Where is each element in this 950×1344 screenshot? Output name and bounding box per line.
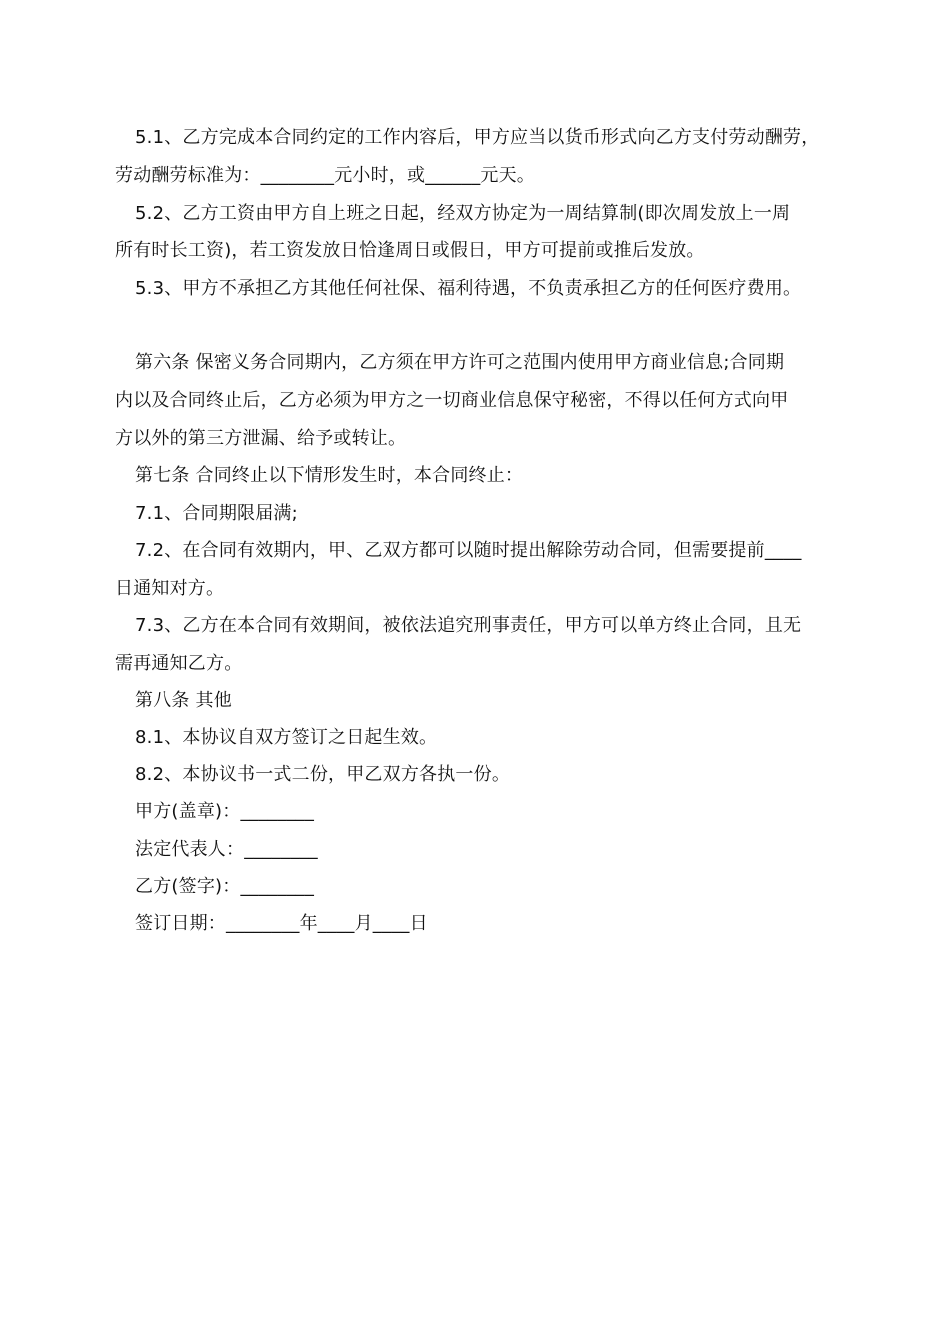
clause-5-1-line-2: 劳动酬劳标准为：________元小时，或______元天。 [115,165,535,186]
party-b-signature-line: 乙方(签字)：________ [135,876,315,897]
clause-8-1: 8.1、本协议自双方签订之日起生效。 [135,727,438,748]
clause-5-1-line-1: 5.1、乙方完成本合同约定的工作内容后，甲方应当以货币形式向乙方支付劳动酬劳， [135,127,820,148]
article-6-line-3: 方以外的第三方泄漏、给予或转让。 [115,428,407,449]
clause-7-2-line-2: 日通知对方。 [115,578,225,599]
clause-8-2: 8.2、本协议书一式二份，甲乙双方各执一份。 [135,764,511,785]
article-7-heading: 第七条 合同终止以下情形发生时，本合同终止： [135,465,524,486]
article-6-line-1: 第六条 保密义务合同期内，乙方须在甲方许可之范围内使用甲方商业信息;合同期 [135,352,785,373]
clause-5-2-line-1: 5.2、乙方工资由甲方自上班之日起，经双方协定为一周结算制(即次周发放上一周 [135,203,791,224]
clause-7-3-line-1: 7.3、乙方在本合同有效期间，被依法追究刑事责任，甲方可以单方终止合同，且无 [135,615,802,636]
clause-5-3: 5.3、甲方不承担乙方其他任何社保、福利待遇，不负责承担乙方的任何医疗费用。 [135,278,802,299]
clause-7-3-line-2: 需再通知乙方。 [115,653,243,674]
article-8-heading: 第八条 其他 [135,690,232,711]
legal-representative-line: 法定代表人：________ [135,839,318,860]
clause-7-2-line-1: 7.2、在合同有效期内，甲、乙双方都可以随时提出解除劳动合同，但需要提前____ [135,540,802,561]
signing-date-line: 签订日期：________年____月____日 [135,913,428,934]
party-a-seal-line: 甲方(盖章)：________ [135,801,315,822]
clause-5-2-line-2: 所有时长工资)，若工资发放日恰逢周日或假日，甲方可提前或推后发放。 [115,240,705,261]
article-6-line-2: 内以及合同终止后，乙方必须为甲方之一切商业信息保守秘密，不得以任何方式向甲 [115,390,789,411]
clause-7-1: 7.1、合同期限届满; [135,503,298,524]
